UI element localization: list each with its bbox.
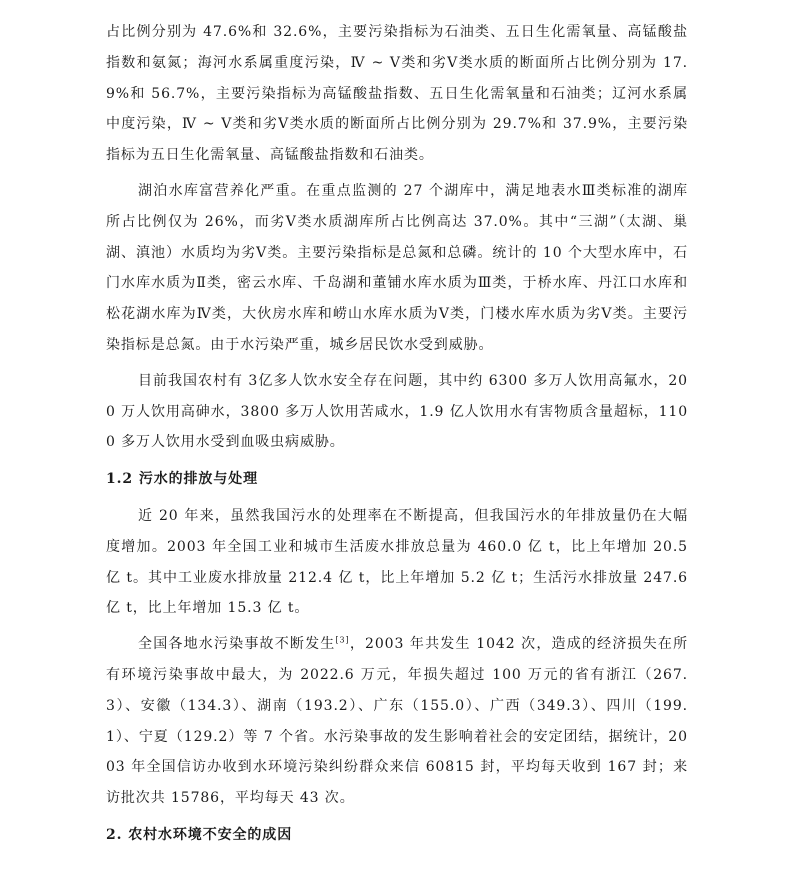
accident-text-part-2: ，2003 年共发生 1042 次，造成的经济损失在所有环境污染事故中最大，为 2022.6 万元，年损失超过 100 万元的省有浙江（267.3）、安徽（134.3）、湖南（193.2）、广东（155.0）、广西（349.3）、四川（199.1）、宁夏（129.2）等 7 个省。水污染事故的发生影响着社会的安定团结，据统计，2003 年全国信访办收到水环境污染纠纷群众来信 60815 封，平均每天收到 167 封；来访批次共 15786，平均每天 43 次。 bbox=[106, 636, 688, 807]
citation-ref[interactable]: [3] bbox=[335, 635, 350, 645]
paragraph-lake-reservoir: 湖泊水库富营养化严重。在重点监测的 27 个湖库中，满足地表水Ⅲ类标准的湖库所占比例仅为 26%，而劣Ⅴ类水质湖库所占比例高达 37.0%。其中“三湖”（太湖、巢湖、滇池）水质均为劣Ⅴ类。主要污染指标是总氮和总磷。统计的 10 个大型水库中，石门水库水质为Ⅱ类，密云水库、千岛湖和董铺水库水质为Ⅲ类，于桥水库、丹江口水库和松花湖水库为Ⅳ类，大伙房水库和崂山水库水质为Ⅴ类，门楼水库水质为劣Ⅴ类。主要污染指标是总氮。由于水污染严重，城乡居民饮水受到威胁。 bbox=[106, 182, 688, 353]
document-page bbox=[106, 17, 688, 851]
paragraph-river-pollution: 占比例分别为 47.6%和 32.6%，主要污染指标为石油类、五日生化需氧量、高锰酸盐指数和氨氮；海河水系属重度污染，Ⅳ ~ Ⅴ类和劣Ⅴ类水质的断面所占比例分别为 17.9%和 56.7%，主要污染指标为高锰酸盐指数、五日生化需氧量和石油类；辽河水系属中度污染，Ⅳ ~ Ⅴ类和劣Ⅴ类水质的断面所占比例分别为 29.7%和 37.9%，主要污染指标为五日生化需氧量、高锰酸盐指数和石油类。 bbox=[106, 24, 688, 164]
paragraph-pollution-accidents bbox=[106, 629, 688, 814]
section-heading-sewage: 1.2 污水的排放与处理 bbox=[106, 471, 259, 488]
section-heading-rural-water-causes: 2. 农村水环境不安全的成因 bbox=[106, 826, 293, 843]
paragraph-sewage-discharge: 近 20 年来，虽然我国污水的处理率在不断提高，但我国污水的年排放量仍在大幅度增加。2003 年全国工业和城市生活废水排放总量为 460.0 亿 t，比上年增加 20.5 亿 t。其中工业废水排放量 212.4 亿 t，比上年增加 5.2 亿 t；生活污水排放量 247.6 亿 t，比上年增加 15.3 亿 t。 bbox=[106, 507, 688, 617]
accident-text-part-1: 全国各地水污染事故不断发生 bbox=[138, 636, 336, 653]
paragraph-rural-drinking-water: 目前我国农村有 3亿多人饮水安全存在问题，其中约 6300 多万人饮用高氟水，200 万人饮用高砷水，3800 多万人饮用苦咸水，1.9 亿人饮用水有害物质含量超标，1100 多万人饮用水受到血吸虫病威胁。 bbox=[106, 372, 688, 451]
